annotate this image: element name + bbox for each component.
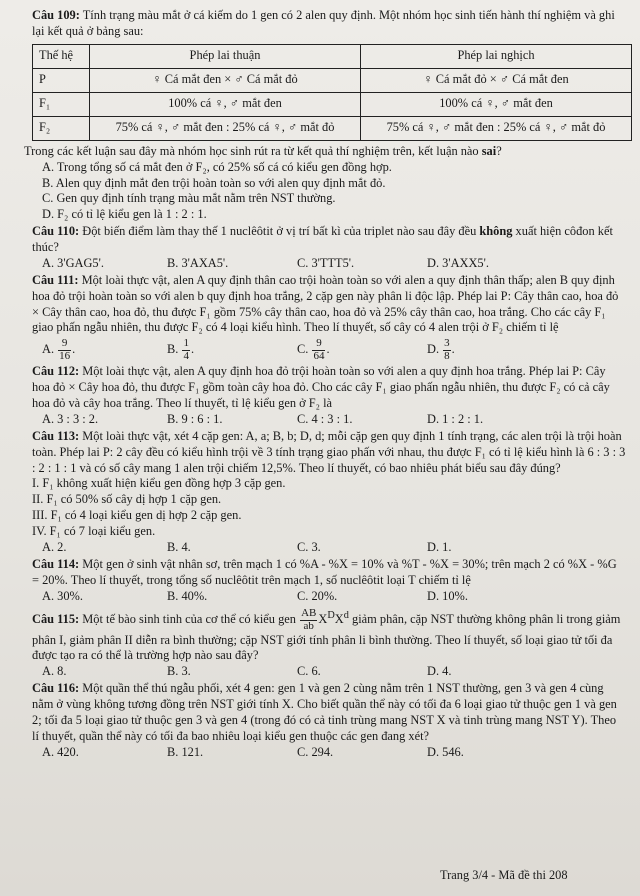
answer-option: C. 20%.	[297, 588, 338, 603]
answer-option: C. 4 : 3 : 1.	[297, 411, 353, 426]
table-cell: F₂	[33, 116, 90, 140]
question-stem-end: giảm phân, cặp NST thường không phân li trong giảm phân I, giảm phân II diễn ra bình thường; cặp NST giới tính phân li bình thường. Theo lí thuyết, số loại giao tử tối đa được tạo ra có thể là trường hợp nào sau đây?	[32, 612, 621, 663]
answer-option: C. 3.	[297, 539, 321, 554]
answer-option: B. $\frac{1}{4}$ .	[167, 337, 195, 362]
question-number: Câu 112:	[32, 364, 80, 379]
question-stem: Một tế bào sinh tinh của cơ thể có kiểu gen	[79, 612, 300, 627]
question-number: Câu 116:	[32, 681, 80, 696]
page-footer: Trang 3/4 - Mã đề thi 208	[440, 868, 568, 882]
numerator: 3	[444, 337, 450, 350]
table-cell: ♀ Cá mắt đỏ × ♂ Cá mắt đen	[361, 68, 632, 92]
statement-item: I. F₁ không xuất hiện kiểu gen đồng hợp 3 cặp gen.	[32, 476, 286, 491]
answer-option: C. Gen quy định tính trạng màu mắt nằm trên NST thường.	[42, 191, 336, 206]
answer-options	[32, 664, 626, 680]
question-stem-end: xuất hiện côđon kết thúc?	[32, 224, 613, 254]
emphasis: sai	[481, 143, 497, 158]
answer-option: A. 8.	[42, 664, 67, 679]
answer-option: D. 1.	[427, 539, 452, 554]
answer-option: B. 3'AXA5'.	[167, 255, 229, 270]
question-114	[32, 557, 626, 605]
denominator: 8	[444, 349, 450, 362]
option-label: D.	[427, 342, 440, 357]
answer-option: D. 546.	[427, 744, 464, 759]
answer-option: D. 10%.	[427, 588, 468, 603]
answer-options	[32, 412, 626, 428]
answer-option: D. $\frac{3}{8}$ .	[427, 337, 455, 362]
question-stem: Tính trạng màu mắt ở cá kiếm do 1 gen có 2 alen quy định. Một nhóm học sinh tiến hành thí nghiệm và ghi lại kết quả ở bảng sau:	[32, 8, 615, 38]
table-cell: F₁	[33, 92, 90, 116]
genotype-fraction	[300, 608, 317, 632]
question-lead: Trong các kết luận sau đây mà nhóm học sinh rút ra từ kết quả thí nghiệm trên, kết luận nào	[24, 143, 482, 158]
option-label: A.	[42, 342, 55, 357]
table-cell: 75% cá ♀, ♂ mắt đen : 25% cá ♀, ♂ mắt đỏ	[90, 116, 361, 140]
table-row	[33, 92, 632, 116]
table-header-row	[33, 44, 632, 68]
table-cell: 75% cá ♀, ♂ mắt đen : 25% cá ♀, ♂ mắt đỏ	[361, 116, 632, 140]
answer-option: C. 294.	[297, 744, 334, 759]
denominator: 4	[183, 349, 189, 362]
answer-option: D. 4.	[427, 664, 452, 679]
superscript: D	[327, 610, 335, 622]
table-cell: 100% cá ♀, ♂ mắt đen	[90, 92, 361, 116]
question-stem: Một gen ở sinh vật nhân sơ, trên mạch 1 có %A - %X = 10% và %T - %X = 30%; trên mạch 2 có %X - %G = 20%. Theo lí thuyết, trong tổng số nuclêôtit trên mạch 1, số nuclêôtit loại T chiếm tỉ lệ	[32, 556, 617, 587]
question-number: Câu 110:	[32, 224, 80, 239]
numerator: 1	[183, 337, 189, 350]
table-cell: Phép lai thuận	[90, 44, 361, 68]
question-stem: Một loài thực vật, alen A quy định thân cao trội hoàn toàn so với alen a quy định thân thấp; alen B quy định hoa đỏ trội hoàn toàn so với alen b quy định hoa trắng, 2 cặp gen này phân li độc lập. Phép lai P: Cây thân cao, hoa đỏ × Cây thân cao, hoa đỏ, thu được F₁ gồm 75% cây thân cao, hoa đỏ và 25% cây thân cao, hoa trắng. Cho các cây F₁ giao phấn ngẫu nhiên, thu được F₂ có 4 loại kiểu hình. Theo lí thuyết, số cây có 4 alen trội ở F₂ chiếm tỉ lệ	[32, 272, 619, 335]
question-109	[24, 8, 626, 223]
answer-options	[32, 256, 626, 272]
answer-options	[32, 589, 626, 605]
question-number: Câu 114:	[32, 556, 80, 571]
table-row	[33, 116, 632, 140]
option-label: B.	[167, 342, 179, 357]
table-row	[33, 68, 632, 92]
answer-options	[32, 338, 626, 362]
denominator: 16	[59, 349, 71, 362]
question-number: Câu 115:	[32, 612, 80, 627]
answer-option: A. 2.	[42, 539, 67, 554]
answer-option: A. $\frac{9}{16}$ .	[42, 337, 76, 362]
question-number: Câu 113:	[32, 428, 80, 443]
fraction	[58, 338, 71, 362]
statement-item: IV. F₁ có 7 loại kiểu gen.	[32, 524, 156, 539]
denominator: 64	[313, 349, 325, 362]
table-cell: P	[33, 68, 90, 92]
question-stem: Một loài thực vật, alen A quy định hoa đỏ trội hoàn toàn so với alen a quy định hoa trắng. Phép lai P: Cây hoa đỏ × Cây hoa đỏ, thu được F₁ gồm toàn cây hoa đỏ. Cho các cây F₁ giao phấn ngẫu nhiên, thu được F₂ có cả cây hoa đỏ và cây hoa trắng. Theo lí thuyết, tỉ lệ kiểu gen ở F₂ là	[32, 364, 610, 411]
answer-option: A. 3 : 3 : 2.	[42, 411, 99, 426]
superscript: d	[343, 610, 349, 622]
option-label: C.	[297, 342, 309, 357]
fraction	[443, 338, 451, 362]
question-lead-end: ?	[496, 143, 502, 158]
answer-option: C. 6.	[297, 664, 321, 679]
answer-option: B. 40%.	[167, 588, 208, 603]
answer-option: A. 3'GAG5'.	[42, 255, 104, 270]
numerator: 9	[312, 338, 325, 351]
question-113	[32, 429, 626, 556]
answer-option: B. 3.	[167, 664, 191, 679]
answer-option: B. 4.	[167, 539, 191, 554]
fraction	[312, 338, 325, 362]
question-116	[32, 681, 626, 760]
question-stem: Một quần thể thú ngẫu phối, xét 4 gen: gen 1 và gen 2 cùng nằm trên 1 NST thường, gen 3 và gen 4 cùng nằm ở vùng không tương đồng trên NST giới tính X. Cho biết quần thể này có tối đa 6 loại giao tử thuộc gen 1 và gen 2; tối đa 5 loại giao tử thuộc gen 3 và gen 4 (trong đó có cả tinh trùng mang NST X và tinh trùng mang NST Y). Theo lí thuyết, quần thể này có tối đa bao nhiêu loại kiểu gen thuộc các gen đang xét?	[32, 681, 617, 743]
answer-option: A. 420.	[42, 744, 79, 759]
answer-option: A. 30%.	[42, 588, 83, 603]
answer-option: B. Alen quy định mắt đen trội hoàn toàn so với alen quy định mắt đỏ.	[42, 175, 386, 190]
genotype-chromosome: X	[334, 612, 344, 627]
numerator: 9	[58, 338, 71, 351]
question-110	[32, 224, 626, 272]
answer-option: A. Trong tổng số cá mắt đen ở F₂, có 25% số cá có kiểu gen đồng hợp.	[42, 159, 392, 174]
question-111	[32, 273, 626, 363]
answer-option: B. 9 : 6 : 1.	[167, 411, 223, 426]
results-table	[32, 44, 632, 141]
answer-option: D. F₂ có tỉ lệ kiểu gen là 1 : 2 : 1.	[42, 207, 207, 222]
statement-item: III. F₁ có 4 loại kiểu gen dị hợp 2 cặp gen.	[32, 508, 242, 523]
question-number: Câu 109:	[32, 8, 80, 22]
question-115	[32, 608, 626, 680]
answer-option: B. 121.	[167, 744, 204, 759]
question-112	[32, 364, 626, 428]
statement-item: II. F₁ có 50% số cây dị hợp 1 cặp gen.	[32, 492, 222, 507]
answer-option: D. 3'AXX5'.	[427, 255, 489, 270]
table-cell: ♀ Cá mắt đen × ♂ Cá mắt đỏ	[90, 68, 361, 92]
question-stem: Đột biến điểm làm thay thế 1 nuclêôtit ở vị trí bất kì của triplet nào sau đây đều	[79, 224, 480, 239]
answer-options	[32, 745, 626, 761]
question-number: Câu 111:	[32, 272, 79, 287]
answer-option: C. 3'TTT5'.	[297, 255, 355, 270]
genotype-chromosome: X	[318, 612, 328, 627]
numerator: AB	[301, 607, 317, 620]
answer-options	[32, 540, 626, 556]
answer-option: C. $\frac{9}{64}$ .	[297, 337, 330, 362]
fraction	[182, 338, 190, 362]
denominator: ab	[303, 620, 314, 633]
table-cell: 100% cá ♀, ♂ mắt đen	[361, 92, 632, 116]
question-stem: Một loài thực vật, xét 4 cặp gen: A, a; B, b; D, d; mỗi cặp gen quy định 1 tính trạng, các alen trội là trội hoàn toàn. Phép lai P: 2 cây đều có kiểu hình trội về 3 tính trạng giao phấn với nhau, thu được F₁ có tỉ lệ kiểu hình là 6 : 3 : 3 : 2 : 1 : 1 và có số cây mang 1 alen trội chiếm 12,5%. Theo lí thuyết, có bao nhiêu phát biểu sau đây đúng?	[32, 428, 626, 475]
answer-option: D. 1 : 2 : 1.	[427, 411, 484, 426]
table-cell: Phép lai nghịch	[361, 44, 632, 68]
emphasis: không	[479, 224, 513, 239]
table-cell: Thế hệ	[33, 44, 90, 68]
